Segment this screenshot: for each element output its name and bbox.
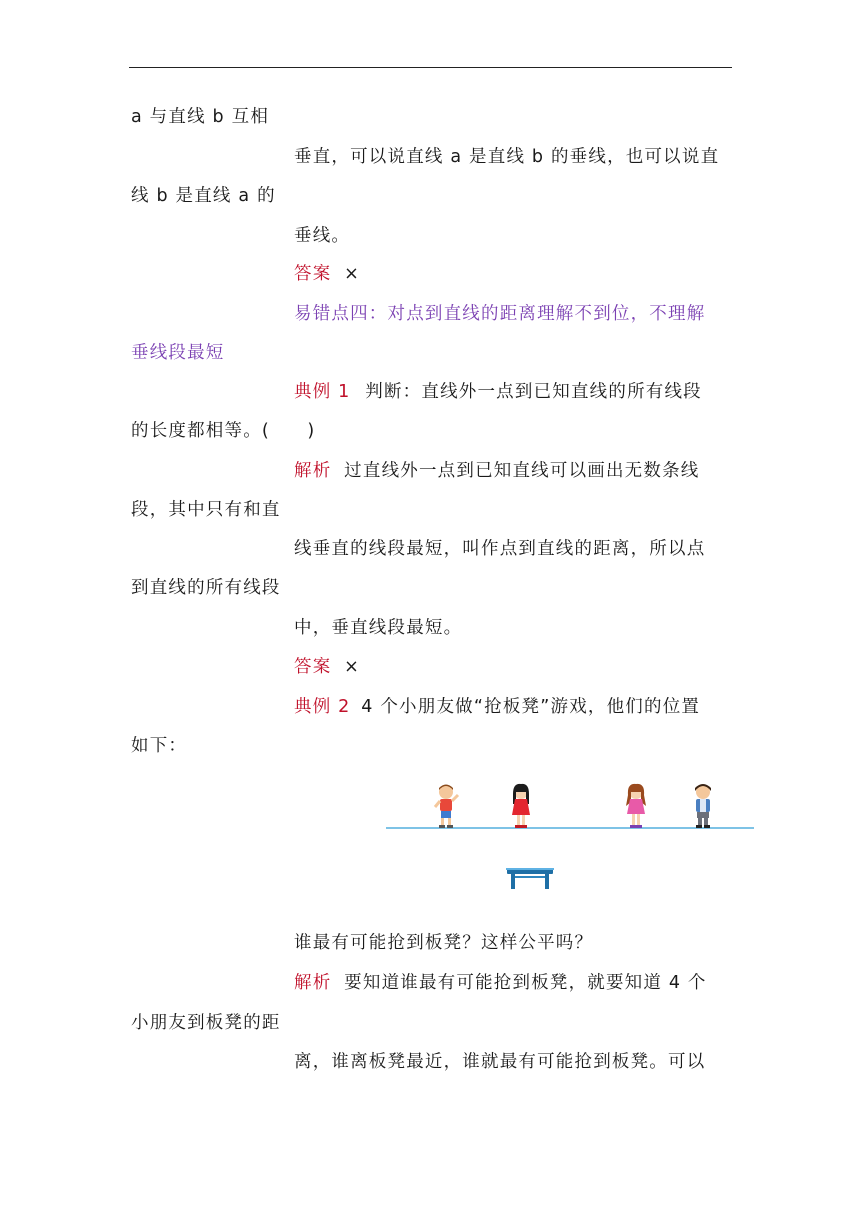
answer-2: [294, 655, 360, 679]
error-point-heading: 易错点四：对点到直线的距离理解不到位，不理解: [294, 304, 706, 324]
example-text: 判断：直线外一点到已知直线的所有线段: [365, 382, 702, 402]
boy-1-icon: [431, 782, 461, 830]
text-line: 离，谁离板凳最近，谁就最有可能抢到板凳。可以: [294, 1052, 706, 1072]
example-label: 典例 2: [294, 697, 351, 717]
text-line: 段，其中只有和直: [131, 500, 281, 520]
text-line: 垂线。: [294, 226, 351, 246]
kids-bench-illustration: [386, 776, 756, 894]
girl-2-icon: [621, 782, 651, 830]
error-point-heading-cont: 垂线段最短: [131, 343, 225, 363]
text-line: 垂直，可以说直线 a 是直线 b 的垂线，也可以说直: [294, 147, 720, 167]
solution-label: 解析: [294, 461, 332, 481]
question-line: 谁最有可能抢到板凳？这样公平吗？: [294, 933, 594, 953]
text-line: 小朋友到板凳的距: [131, 1013, 281, 1033]
text-line: 线垂直的线段最短，叫作点到直线的距离，所以点: [294, 539, 706, 559]
answer-value: ×: [344, 264, 361, 284]
example-text: 4 个小朋友做“抢板凳”游戏，他们的位置: [361, 697, 701, 717]
solution-text: 要知道谁最有可能抢到板凳，就要知道 4 个: [344, 973, 707, 993]
answer-label: 答案: [294, 264, 332, 284]
solution-1: [294, 459, 699, 483]
header-rule: [129, 67, 732, 68]
solution-label: 解析: [294, 973, 332, 993]
boy-2-icon: [688, 782, 718, 830]
text-line: 线 b 是直线 a 的: [131, 186, 276, 206]
solution-text: 过直线外一点到已知直线可以画出无数条线: [344, 461, 700, 481]
text-line: 中，垂直线段最短。: [294, 618, 463, 638]
example-label: 典例 1: [294, 382, 351, 402]
answer-value: ×: [344, 657, 361, 677]
answer-1: [294, 262, 360, 286]
example-1: [294, 380, 702, 404]
text-line: 到直线的所有线段: [131, 578, 281, 598]
bench-icon: [506, 866, 554, 890]
text-line: 如下：: [131, 736, 188, 756]
girl-1-icon: [506, 782, 536, 830]
solution-2: [294, 971, 707, 995]
answer-label: 答案: [294, 657, 332, 677]
text-line: 的长度都相等。( ): [131, 421, 316, 441]
text-line: a 与直线 b 互相: [131, 107, 270, 127]
example-2: [294, 695, 700, 719]
